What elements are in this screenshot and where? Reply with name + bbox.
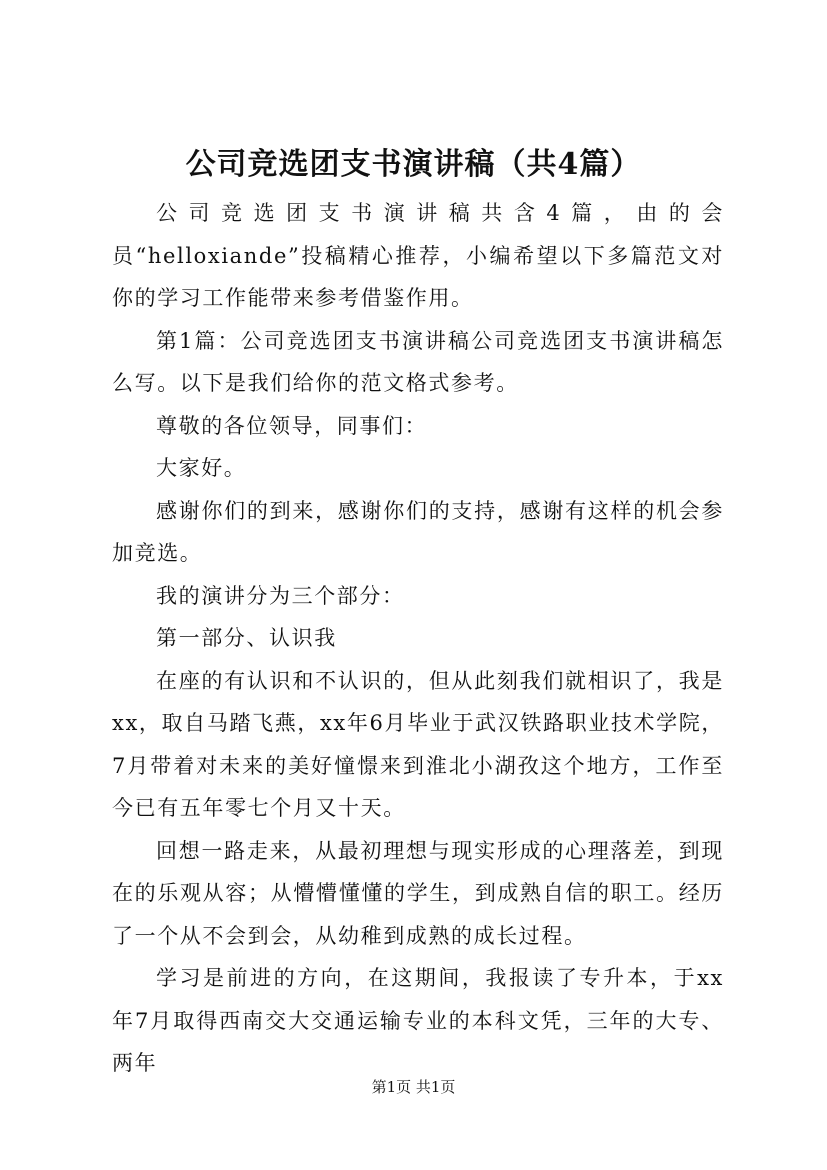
paragraph-reflection: 回想一路走来，从最初理想与现实形成的心理落差，到现在的乐观从容；从懵懵懂懂的学生，到成熟自信的职工。经历了一个从不会到会，从幼稚到成熟的成长过程。 <box>112 838 724 948</box>
document-body <box>112 192 724 1085</box>
paragraph-self-intro: 在座的有认识和不认识的，但从此刻我们就相识了，我是xx，取自马踏飞燕，xx年6月毕业于武汉铁路职业技术学院，7月带着对未来的美好憧憬来到淮北小湖孜这个地方，工作至今已有五年零七个月又十天。 <box>112 668 724 820</box>
paragraph-speech-outline: 我的演讲分为三个部分： <box>156 583 405 608</box>
paragraph-article-1-heading: 第1篇：公司竞选团支书演讲稿公司竞选团支书演讲稿怎么写。以下是我们给你的范文格式参考。 <box>112 328 724 395</box>
document-title: 公司竞选团支书演讲稿（共4篇） <box>185 147 642 182</box>
paragraph-greeting: 大家好。 <box>156 456 247 480</box>
paragraph-salutation: 尊敬的各位领导，同事们： <box>156 413 428 438</box>
paragraph-thanks: 感谢你们的到来，感谢你们的支持，感谢有这样的机会参加竞选。 <box>112 498 724 565</box>
paragraph-part-one-heading: 第一部分、认识我 <box>156 626 337 650</box>
paragraph-study: 学习是前进的方向，在这期间，我报读了专升本，于xx年7月取得西南交大交通运输专业的本科文凭，三年的大专、两年 <box>112 966 724 1075</box>
page-footer: 第1页 共1页 <box>371 1078 456 1096</box>
paragraph-intro: 公司竞选团支书演讲稿共含4篇，由的会员“helloxiande”投稿精心推荐，小编希望以下多篇范文对你的学习工作能带来参考借鉴作用。 <box>112 201 724 310</box>
